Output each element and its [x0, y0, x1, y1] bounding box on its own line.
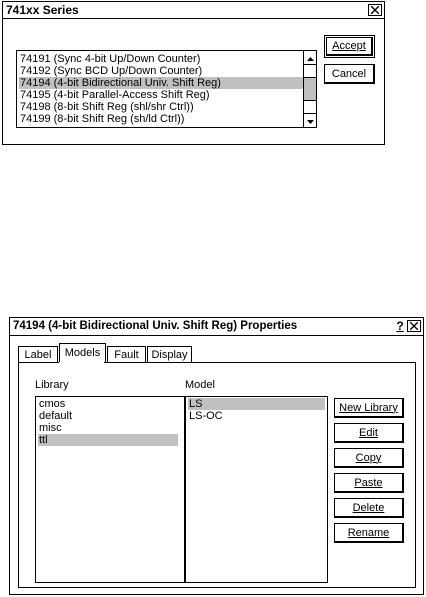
help-button[interactable]: [393, 320, 407, 332]
tab-label[interactable]: [18, 346, 58, 362]
model-list[interactable]: [185, 396, 328, 583]
tab-models-text: Models: [64, 347, 101, 359]
series-list-scrollbar[interactable]: [303, 51, 316, 127]
tab-display-text: Display: [151, 348, 188, 361]
accept-button-label: Accept: [332, 40, 366, 52]
series-list-items: [19, 53, 303, 125]
edit-button-label: Edit: [359, 426, 378, 439]
list-item[interactable]: default: [39, 410, 73, 422]
rename-button[interactable]: [334, 523, 404, 543]
list-item[interactable]: misc: [39, 422, 62, 434]
scroll-up-arrow-icon: [307, 52, 314, 64]
tab-fault[interactable]: [107, 346, 146, 362]
cancel-button-label: Cancel: [331, 67, 367, 80]
model-list-items: [188, 398, 325, 422]
cancel-button[interactable]: [324, 64, 375, 84]
tab-display[interactable]: [147, 346, 192, 362]
tab-models[interactable]: [59, 343, 106, 362]
paste-button[interactable]: [334, 473, 404, 493]
scroll-down-button[interactable]: [304, 113, 316, 127]
edit-button[interactable]: [334, 423, 404, 443]
accept-button[interactable]: [326, 37, 373, 56]
tab-fault-text: Fault: [114, 348, 139, 361]
paste-button-label: Paste: [354, 476, 383, 489]
series-dialog-title: 741xx Series: [6, 3, 79, 17]
list-item-selected[interactable]: ttl: [38, 434, 178, 446]
list-item-selected[interactable]: 74194 (4-bit Bidirectional Univ. Shift Reg): [19, 77, 303, 89]
list-item[interactable]: 74192 (Sync BCD Up/Down Counter): [20, 65, 203, 77]
library-label: Library: [35, 379, 69, 391]
scroll-up-button[interactable]: [304, 51, 316, 65]
tab-label-text: Label: [24, 348, 52, 361]
properties-dialog-close-button[interactable]: [407, 320, 421, 332]
scroll-down-arrow-icon: [307, 115, 314, 127]
list-item[interactable]: 74198 (8-bit Shift Reg (shl/shr Ctrl)): [20, 101, 194, 113]
copy-button[interactable]: [334, 448, 404, 468]
rename-button-label: Rename: [347, 526, 390, 539]
series-dialog-close-button[interactable]: [368, 4, 382, 16]
close-icon: [371, 6, 379, 14]
new-library-button-label: New Library: [339, 401, 398, 414]
library-list[interactable]: [35, 396, 185, 583]
help-icon: ?: [396, 319, 404, 333]
list-item[interactable]: cmos: [39, 398, 66, 410]
properties-dialog: [9, 317, 424, 595]
series-list[interactable]: [16, 50, 317, 128]
series-dialog-title-separator: [3, 18, 384, 19]
list-item[interactable]: 74195 (4-bit Parallel-Access Shift Reg): [20, 89, 210, 101]
close-icon: [410, 322, 418, 330]
delete-button[interactable]: [334, 498, 404, 518]
library-list-items: [38, 398, 178, 446]
properties-dialog-title-separator: [10, 335, 423, 336]
list-item[interactable]: LS-OC: [189, 410, 223, 422]
scroll-thumb[interactable]: [304, 77, 316, 101]
active-tab-gap: [59, 362, 104, 364]
copy-button-label: Copy: [355, 451, 382, 464]
list-item-selected[interactable]: LS: [188, 398, 325, 410]
properties-dialog-title: 74194 (4-bit Bidirectional Univ. Shift Reg) Properties: [13, 320, 298, 332]
list-item[interactable]: 74191 (Sync 4-bit Up/Down Counter): [20, 53, 201, 65]
series-dialog: [2, 1, 385, 145]
models-tab-panel: [18, 362, 416, 588]
new-library-button[interactable]: [334, 398, 404, 418]
model-label: Model: [185, 379, 215, 391]
list-item[interactable]: 74199 (8-bit Shift Reg (sh/ld Ctrl)): [20, 113, 185, 125]
delete-button-label: Delete: [352, 501, 385, 514]
